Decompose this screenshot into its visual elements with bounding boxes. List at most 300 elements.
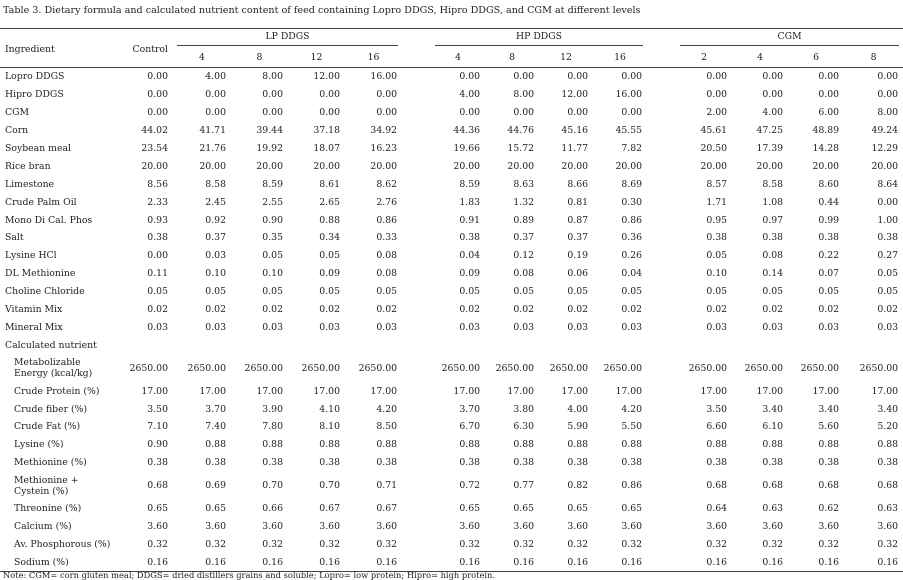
- table-cell: 0.26: [621, 250, 643, 262]
- table-cell: 0.05: [147, 286, 168, 298]
- table-cell: 0.03: [147, 321, 168, 333]
- table-cell: 0.65: [205, 503, 226, 515]
- table-cell: 2650.00: [358, 362, 398, 374]
- table-cell: 0.03: [513, 321, 535, 333]
- table-cell: 0.33: [376, 232, 398, 244]
- spacer-cell: [402, 68, 431, 86]
- spacer-cell: [402, 500, 431, 518]
- table-caption: Table 3. Dietary formula and calculated nutrient content of feed containing Lopro DDGS, Hipro DDGS, and CGM at different levels: [3, 5, 641, 16]
- table-cell: 0.88: [818, 439, 840, 451]
- table-cell: 3.50: [147, 403, 168, 415]
- table-cell: 0.05: [319, 250, 340, 262]
- table-cell: 0.32: [319, 538, 340, 550]
- table-cell: 0.00: [567, 71, 589, 83]
- nutrient-name: Calcium (%): [14, 521, 72, 533]
- table-cell: 0.05: [459, 286, 481, 298]
- table-cell: 16.00: [615, 89, 643, 101]
- table-cell: 0.08: [376, 268, 398, 280]
- table-cell: 0.02: [513, 304, 535, 316]
- table-row: [0, 175, 903, 193]
- table-cell: 0.86: [621, 480, 643, 492]
- table-cell: 11.77: [561, 143, 589, 154]
- table-cell: 45.61: [700, 125, 728, 137]
- table-cell: 4.20: [376, 403, 398, 415]
- level-header: 4: [173, 48, 231, 68]
- table-cell: 3.60: [567, 521, 589, 533]
- table-cell: 0.88: [621, 439, 643, 451]
- table-cell: 0.69: [205, 480, 226, 492]
- table-cell: 12.00: [561, 89, 589, 101]
- table-cell: 0.08: [762, 250, 784, 262]
- table-cell: 0.11: [147, 268, 168, 280]
- table-cell: 5.20: [877, 421, 899, 433]
- table-cell: 17.00: [453, 385, 481, 397]
- table-cell: 2650.00: [688, 362, 728, 374]
- spacer-cell: [647, 140, 676, 158]
- spacer-cell: [647, 454, 676, 472]
- table-cell: 0.38: [513, 457, 535, 469]
- table-cell: 0.00: [621, 107, 643, 119]
- table-cell: 0.16: [844, 553, 903, 571]
- table-cell: 0.00: [818, 89, 840, 101]
- table-cell: 3.60: [762, 521, 784, 533]
- table-cell: 4.00: [459, 89, 481, 101]
- spacer-cell: [402, 354, 431, 382]
- table-cell: 0.02: [262, 304, 283, 316]
- table-cell: 8.66: [567, 178, 589, 190]
- table-cell: 0.19: [567, 250, 589, 262]
- table-cell: 6.70: [459, 421, 481, 433]
- table-cell: 20.00: [313, 160, 340, 172]
- table-cell: 0.05: [706, 250, 728, 262]
- table-cell: 17.00: [561, 385, 589, 397]
- table-cell: 17.00: [256, 385, 283, 397]
- table-row: [0, 122, 903, 140]
- table-cell: 0.32: [459, 538, 481, 550]
- spacer-cell: [647, 265, 676, 283]
- table-cell: 0.38: [205, 457, 226, 469]
- table-cell: 0.88: [762, 439, 784, 451]
- table-cell: 0.71: [376, 480, 398, 492]
- table-cell: 3.60: [706, 521, 728, 533]
- table-cell: 17.00: [370, 385, 398, 397]
- table-cell: 0.38: [319, 457, 340, 469]
- spacer-cell: [402, 247, 431, 265]
- table-cell: 0.05: [376, 286, 398, 298]
- table-cell: 15.72: [507, 143, 535, 154]
- table-cell: 0.88: [877, 439, 899, 451]
- table-cell: 44.02: [141, 125, 168, 137]
- table-cell: 0.72: [459, 480, 481, 492]
- spacer-cell: [402, 553, 431, 571]
- spacer-cell: [647, 283, 676, 301]
- ingredient-name: Corn: [5, 125, 29, 137]
- table-row: [0, 318, 903, 336]
- table-cell: 2650.00: [495, 362, 535, 374]
- table-cell: 8.60: [818, 178, 840, 190]
- table-cell: 0.16: [676, 553, 732, 571]
- nutrient-name: Methionine + Cystein (%): [14, 474, 79, 497]
- table-cell: 0.00: [706, 89, 728, 101]
- table-cell: 0.00: [147, 250, 168, 262]
- table-cell: 0.02: [567, 304, 589, 316]
- level-header: 2: [676, 48, 732, 68]
- table-cell: 7.82: [621, 143, 643, 154]
- nutrient-name: Av. Phosphorous (%): [14, 538, 111, 550]
- spacer-cell: [402, 140, 431, 158]
- table-cell: 6.60: [706, 421, 728, 433]
- table-cell: 17.00: [199, 385, 226, 397]
- table-cell: 0.88: [567, 439, 589, 451]
- spacer-cell: [647, 211, 676, 229]
- table-cell: 3.60: [459, 521, 481, 533]
- table-cell: 0.05: [877, 268, 899, 280]
- table-cell: 0.38: [459, 457, 481, 469]
- control-header: Control: [120, 29, 173, 68]
- nutrient-name: Crude fiber (%): [14, 403, 88, 415]
- table-cell: 6.10: [762, 421, 784, 433]
- table-row: [0, 553, 903, 571]
- table-cell: 0.02: [762, 304, 784, 316]
- table-cell: 0.90: [262, 214, 283, 226]
- table-cell: 0.03: [762, 321, 784, 333]
- table-cell: 1.32: [513, 196, 535, 208]
- table-cell: 0.02: [147, 304, 168, 316]
- table-cell: 0.65: [621, 503, 643, 515]
- table-cell: 0.68: [147, 480, 168, 492]
- spacer-cell: [402, 382, 431, 400]
- table-cell: 1.71: [706, 196, 728, 208]
- table-cell: 0.00: [762, 71, 784, 83]
- table-cell: 49.24: [871, 125, 899, 137]
- table-cell: 2650.00: [129, 362, 168, 374]
- table-cell: 0.00: [513, 71, 535, 83]
- table-cell: 45.55: [615, 125, 643, 137]
- table-row: [0, 518, 903, 536]
- nutrient-name: Crude Fat (%): [14, 421, 81, 433]
- table-cell: 0.22: [818, 250, 840, 262]
- table-cell: 0.38: [877, 232, 899, 244]
- table-cell: 2.76: [376, 196, 398, 208]
- table-cell: 0.02: [706, 304, 728, 316]
- table-cell: 20.00: [256, 160, 283, 172]
- table-cell: 0.05: [762, 286, 784, 298]
- table-cell: 0.08: [513, 268, 535, 280]
- table-cell: 0.00: [706, 71, 728, 83]
- table-row: [0, 104, 903, 122]
- table-cell: 0.32: [567, 538, 589, 550]
- table-cell: 0.63: [877, 503, 899, 515]
- table-cell: 0.05: [262, 286, 283, 298]
- table-cell: 0.62: [818, 503, 840, 515]
- table-cell: 0.87: [567, 214, 589, 226]
- table-cell: 0.10: [706, 268, 728, 280]
- table-cell: 0.00: [376, 107, 398, 119]
- spacer-cell: [647, 68, 676, 86]
- spacer-cell: [402, 86, 431, 104]
- ingredient-header: Ingredient: [0, 29, 120, 68]
- table-row: [0, 500, 903, 518]
- table-cell: 0.04: [459, 250, 481, 262]
- table-cell: 3.60: [877, 521, 899, 533]
- table-cell: 0.35: [262, 232, 283, 244]
- table-cell: 0.32: [762, 538, 784, 550]
- spacer-cell: [647, 175, 676, 193]
- table-cell: 0.05: [706, 286, 728, 298]
- table-cell: 0.88: [319, 439, 340, 451]
- table-cell: 8.00: [877, 107, 899, 119]
- table-cell: 0.16: [288, 553, 345, 571]
- table-cell: 0.02: [376, 304, 398, 316]
- table-cell: 20.00: [507, 160, 535, 172]
- table-cell: 0.14: [762, 268, 784, 280]
- level-header: 6: [788, 48, 844, 68]
- table-cell: 16.00: [370, 71, 398, 83]
- table-cell: 3.50: [706, 403, 728, 415]
- table-cell: 0.86: [376, 214, 398, 226]
- table-cell: 17.00: [141, 385, 168, 397]
- level-header: 12: [539, 48, 593, 68]
- table-cell: 8.69: [621, 178, 643, 190]
- table-cell: 4.20: [621, 403, 643, 415]
- table-cell: 0.38: [262, 457, 283, 469]
- table-cell: 0.00: [147, 71, 168, 83]
- table-cell: 0.08: [376, 250, 398, 262]
- spacer-cell: [647, 382, 676, 400]
- table-cell: 0.64: [706, 503, 728, 515]
- spacer-cell: [402, 418, 431, 436]
- table-cell: 17.39: [756, 143, 784, 154]
- table-cell: 0.38: [762, 457, 784, 469]
- table-cell: 0.16: [788, 553, 844, 571]
- table-cell: 45.16: [561, 125, 589, 137]
- table-cell: 0.05: [205, 286, 226, 298]
- table-cell: 2650.00: [301, 362, 340, 374]
- table-cell: 0.95: [706, 214, 728, 226]
- table-row: [0, 86, 903, 104]
- table-cell: 0.12: [513, 250, 535, 262]
- spacer-cell: [402, 472, 431, 500]
- table-cell: 0.05: [319, 286, 340, 298]
- table-cell: 0.02: [818, 304, 840, 316]
- level-header: 4: [732, 48, 788, 68]
- table-cell: 0.97: [762, 214, 784, 226]
- table-cell: 7.40: [205, 421, 226, 433]
- table-cell: 0.32: [262, 538, 283, 550]
- table-cell: 3.40: [818, 403, 840, 415]
- table-cell: 0.99: [818, 214, 840, 226]
- spacer-cell: [402, 518, 431, 536]
- table-cell: 2.65: [319, 196, 340, 208]
- table-cell: 0.00: [319, 107, 340, 119]
- table-cell: 0.32: [706, 538, 728, 550]
- table-cell: 0.65: [567, 503, 589, 515]
- table-cell: 8.57: [706, 178, 728, 190]
- level-header: 12: [288, 48, 345, 68]
- table-cell: 0.16: [173, 553, 231, 571]
- table-cell: 0.03: [319, 321, 340, 333]
- table-cell: 0.00: [459, 107, 481, 119]
- table-cell: 8.64: [877, 178, 899, 190]
- table-cell: 0.67: [319, 503, 340, 515]
- table-cell: 3.80: [513, 403, 535, 415]
- nutrient-name: Sodium (%): [0, 553, 120, 571]
- spacer-cell: [402, 454, 431, 472]
- table-cell: 3.60: [319, 521, 340, 533]
- group-header-hp-ddgs: HP DDGS: [431, 29, 647, 49]
- level-header: 8: [485, 48, 539, 68]
- spacer-cell: [402, 436, 431, 454]
- table-row: [0, 418, 903, 436]
- table-cell: 0.38: [762, 232, 784, 244]
- table-cell: 0.38: [877, 457, 899, 469]
- table-cell: 0.92: [205, 214, 226, 226]
- ingredient-name: DL Methionine: [5, 268, 76, 280]
- table-cell: 0.00: [147, 89, 168, 101]
- table-cell: 0.00: [205, 107, 226, 119]
- table-cell: 20.00: [615, 160, 643, 172]
- table-cell: 0.00: [376, 89, 398, 101]
- table-cell: 8.58: [762, 178, 784, 190]
- table-cell: 2650.00: [744, 362, 784, 374]
- table-cell: 0.00: [877, 89, 899, 101]
- level-header: 8: [231, 48, 288, 68]
- ingredient-name: Lysine HCl: [5, 250, 57, 262]
- table-row: [0, 535, 903, 553]
- table-row: [0, 301, 903, 319]
- table-cell: 0.70: [262, 480, 283, 492]
- table-cell: 0.32: [147, 538, 168, 550]
- table-cell: 0.86: [621, 214, 643, 226]
- table-cell: 0.00: [319, 89, 340, 101]
- table-cell: 2650.00: [603, 362, 643, 374]
- nutrient-name: Methionine (%): [14, 457, 87, 469]
- table-row: [0, 140, 903, 158]
- table-cell: 0.02: [205, 304, 226, 316]
- table-cell: 3.40: [877, 403, 899, 415]
- table-row: [0, 354, 903, 382]
- spacer-cell: [647, 247, 676, 265]
- table-cell: 0.90: [147, 439, 168, 451]
- table-cell: 8.59: [459, 178, 481, 190]
- table-cell: 0.10: [262, 268, 283, 280]
- table-cell: 0.88: [513, 439, 535, 451]
- table-cell: 0.16: [485, 553, 539, 571]
- table-cell: 0.38: [706, 232, 728, 244]
- table-cell: 0.03: [818, 321, 840, 333]
- table-cell: 0.00: [262, 107, 283, 119]
- table-cell: 0.88: [459, 439, 481, 451]
- table-cell: 44.76: [507, 125, 535, 137]
- table-cell: 0.89: [513, 214, 535, 226]
- table-cell: 0.38: [567, 457, 589, 469]
- table-cell: 0.88: [262, 439, 283, 451]
- table-cell: 17.00: [615, 385, 643, 397]
- spacer-cell: [647, 193, 676, 211]
- table-row: [0, 193, 903, 211]
- table-cell: 0.88: [319, 214, 340, 226]
- table-cell: 39.44: [256, 125, 283, 137]
- table-cell: 0.38: [376, 457, 398, 469]
- table-cell: 0.37: [205, 232, 226, 244]
- table-cell: 4.00: [205, 71, 226, 83]
- spacer-cell: [647, 229, 676, 247]
- table-cell: 1.08: [762, 196, 784, 208]
- table-cell: 17.00: [812, 385, 840, 397]
- table-cell: 3.60: [818, 521, 840, 533]
- table-cell: 20.00: [812, 160, 840, 172]
- table-cell: 0.03: [877, 321, 899, 333]
- table-cell: 3.90: [262, 403, 283, 415]
- spacer-cell: [647, 553, 676, 571]
- spacer-cell: [402, 400, 431, 418]
- spacer-cell: [402, 104, 431, 122]
- table-cell: 0.65: [459, 503, 481, 515]
- spacer-cell: [402, 122, 431, 140]
- table-cell: 17.00: [507, 385, 535, 397]
- table-cell: 3.70: [205, 403, 226, 415]
- spacer-cell: [647, 86, 676, 104]
- table-cell: 0.05: [513, 286, 535, 298]
- table-cell: 0.37: [513, 232, 535, 244]
- section-label: Calculated nutrient: [5, 339, 97, 351]
- table-cell: 0.16: [120, 553, 173, 571]
- table-row: [0, 157, 903, 175]
- table-cell: 34.92: [370, 125, 398, 137]
- table-cell: 3.60: [147, 521, 168, 533]
- table-cell: 6.30: [513, 421, 535, 433]
- ingredient-name: Soybean meal: [5, 143, 71, 154]
- section-row: [0, 336, 903, 354]
- table-cell: 0.65: [147, 503, 168, 515]
- table-row: [0, 229, 903, 247]
- spacer-cell: [647, 318, 676, 336]
- table-cell: 0.16: [732, 553, 788, 571]
- table-cell: 0.00: [762, 89, 784, 101]
- table-cell: 2650.00: [441, 362, 481, 374]
- table-cell: 8.58: [205, 178, 226, 190]
- spacer-cell: [647, 535, 676, 553]
- table-cell: 44.36: [453, 125, 481, 137]
- table-row: [0, 265, 903, 283]
- table-cell: 23.54: [141, 143, 168, 154]
- ingredient-name: Rice bran: [5, 160, 51, 172]
- table-row: [0, 247, 903, 265]
- table-cell: 0.06: [567, 268, 589, 280]
- table-cell: 0.00: [621, 71, 643, 83]
- table-cell: 14.28: [812, 143, 840, 154]
- spacer-cell: [402, 301, 431, 319]
- nutrient-name: Lysine (%): [14, 439, 64, 451]
- table-cell: 0.02: [459, 304, 481, 316]
- spacer-cell: [402, 283, 431, 301]
- spacer-cell: [402, 265, 431, 283]
- group-header-cgm: CGM: [676, 29, 903, 49]
- table-row: [0, 400, 903, 418]
- table-cell: 3.60: [205, 521, 226, 533]
- table-cell: 20.00: [370, 160, 398, 172]
- table-cell: 0.68: [877, 480, 899, 492]
- table-cell: 20.00: [199, 160, 226, 172]
- table-cell: 0.16: [593, 553, 647, 571]
- table-cell: 0.02: [319, 304, 340, 316]
- table-cell: 6.00: [818, 107, 840, 119]
- table-cell: 19.66: [453, 143, 481, 154]
- table-row: [0, 382, 903, 400]
- table-cell: 0.00: [147, 107, 168, 119]
- table-cell: 0.03: [567, 321, 589, 333]
- ingredient-name: Lopro DDGS: [5, 71, 65, 83]
